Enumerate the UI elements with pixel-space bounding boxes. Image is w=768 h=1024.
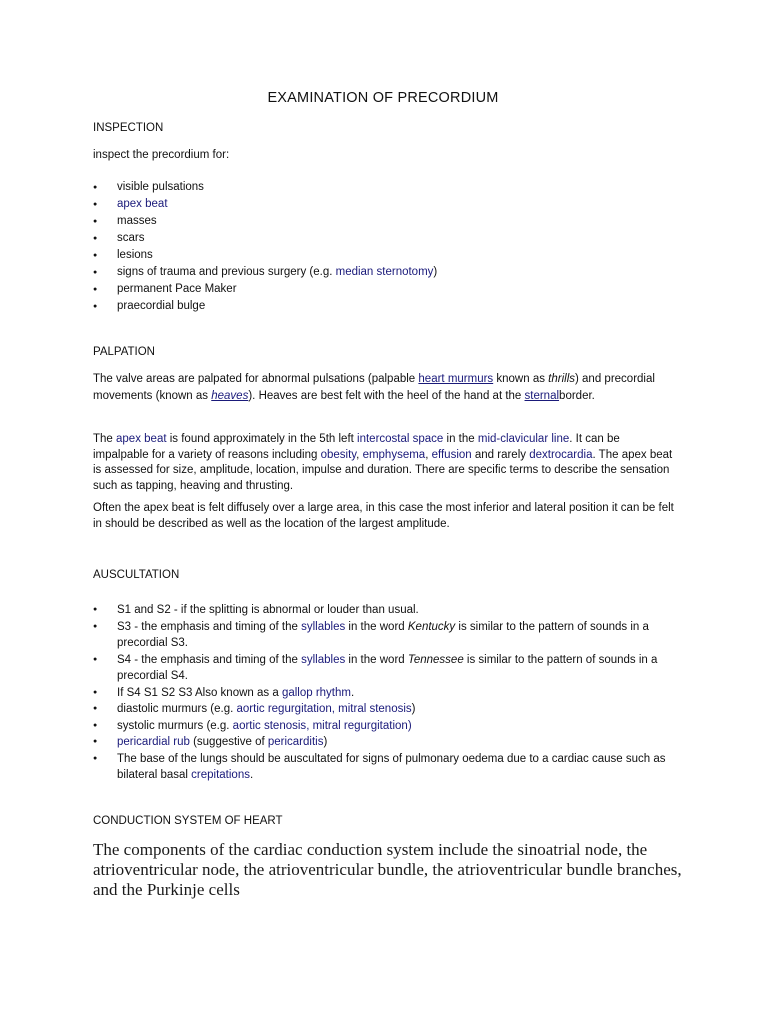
list-item: ● systolic murmurs (e.g. aortic stenosis, mitral regurgitation) bbox=[93, 718, 678, 735]
list-item: ● S1 and S2 - if the splitting is abnormal or louder than usual. bbox=[93, 602, 678, 619]
mitral-regurgitation-link[interactable]: mitral regurgitation bbox=[312, 719, 408, 732]
apex-beat-link[interactable]: apex beat bbox=[117, 198, 168, 210]
heaves-link[interactable]: heaves bbox=[211, 390, 249, 402]
auscultation-heading: AUSCULTATION bbox=[93, 569, 180, 581]
document-title: EXAMINATION OF PRECORDIUM bbox=[267, 90, 499, 106]
list-item: ● visible pulsations bbox=[93, 179, 678, 196]
median-sternotomy-link[interactable]: median sternotomy bbox=[335, 266, 434, 278]
list-item: ● signs of trauma and previous surgery (e.g. median sternotomy) bbox=[93, 264, 678, 281]
dextrocardia-link[interactable]: dextrocardia bbox=[529, 448, 593, 461]
inspection-list bbox=[93, 179, 678, 315]
auscultation-list bbox=[93, 602, 678, 784]
list-item bbox=[93, 196, 678, 213]
aortic-regurgitation-link[interactable]: aortic regurgitation bbox=[236, 703, 332, 715]
syllables-link[interactable]: syllables bbox=[301, 620, 346, 633]
heart-murmurs-link[interactable]: heart murmurs bbox=[418, 373, 494, 385]
conduction-heading: CONDUCTION SYSTEM OF HEART bbox=[93, 815, 283, 827]
palpation-paragraph-3: Often the apex beat is felt diffusely over a large area, in this case the most inferior and lateral position it can be felt in should be described as well as the location of the largest amplitude. bbox=[93, 502, 674, 530]
inspection-heading: INSPECTION bbox=[93, 122, 164, 134]
gallop-rhythm-link[interactable]: gallop rhythm bbox=[281, 686, 351, 699]
sternal-link[interactable]: sternal bbox=[524, 390, 560, 402]
obesity-link[interactable]: obesity bbox=[320, 448, 357, 461]
list-item: ● S3 - the emphasis and timing of the syllables in the word Kentucky is similar to the pattern of sounds in a precordial S3. bbox=[93, 619, 678, 652]
list-item: ● permanent Pace Maker bbox=[93, 281, 678, 298]
aortic-stenosis-link[interactable]: aortic stenosis bbox=[232, 719, 307, 732]
list-item: ● praecordial bulge bbox=[93, 298, 678, 315]
palpation-paragraph-1: The valve areas are palpated for abnormal pulsations (palpable heart murmurs known as thrills) and precordial movements (known as heaves). Heaves are best felt with the heel of the hand at the sternalborder. bbox=[93, 373, 655, 402]
palpation-paragraph-2: The apex beat is found approximately in the 5th left intercostal space in the mid-clavicular line. It can be impalpable for a variety of reasons including obesity, emphysema, effusion and rarely dextrocardia. The apex beat is assessed for size, amplitude, location, impulse and duration. There are specific terms to describe the sensation such as tapping, heaving and thrusting. bbox=[93, 433, 673, 492]
effusion-link[interactable]: effusion bbox=[431, 448, 472, 461]
mitral-stenosis-link[interactable]: mitral stenosis bbox=[338, 703, 412, 715]
list-item: ● masses bbox=[93, 213, 678, 230]
intercostal-space-link[interactable]: intercostal space bbox=[357, 433, 444, 445]
list-item: ● pericardial rub (suggestive of pericarditis) bbox=[93, 734, 678, 751]
crepitations-link[interactable]: crepitations bbox=[191, 769, 250, 781]
syllables-link[interactable]: syllables bbox=[301, 653, 346, 666]
list-item: ● If S4 S1 S2 S3 Also known as a gallop rhythm. bbox=[93, 685, 678, 702]
palpation-heading: PALPATION bbox=[93, 346, 155, 358]
list-item: ● The base of the lungs should be auscultated for signs of pulmonary oedema due to a cardiac cause such as bilateral basal crepitations. bbox=[93, 751, 678, 784]
emphysema-link[interactable]: emphysema bbox=[362, 448, 426, 461]
list-item: ● scars bbox=[93, 230, 678, 247]
list-item: ● S4 - the emphasis and timing of the syllables in the word Tennessee is similar to the pattern of sounds in a precordial S4. bbox=[93, 652, 678, 685]
apex-beat-link[interactable]: apex beat bbox=[116, 433, 167, 445]
pericarditis-link[interactable]: pericarditis bbox=[267, 736, 324, 748]
pericardial-rub-link[interactable]: pericardial rub bbox=[117, 736, 190, 748]
list-item: ● diastolic murmurs (e.g. aortic regurgitation, mitral stenosis) bbox=[93, 701, 678, 718]
mid-clavicular-line-link[interactable]: mid-clavicular line bbox=[477, 433, 570, 445]
conduction-paragraph: The components of the cardiac conduction system include the sinoatrial node, the atrioventricular node, the atrioventricular bundle, the atrioventricular bundle branches, and the Purkinje cells bbox=[93, 840, 682, 899]
inspection-intro: inspect the precordium for: bbox=[93, 149, 230, 161]
list-item: ● lesions bbox=[93, 247, 678, 264]
